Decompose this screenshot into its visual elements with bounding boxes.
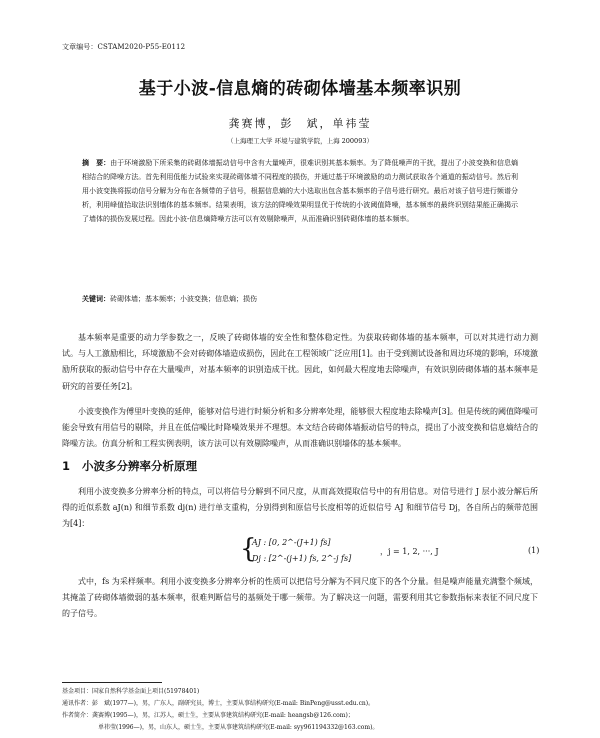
keywords (82, 292, 518, 306)
author-list: 龚赛博，彭 斌，单祎莹 (228, 117, 372, 130)
body-paragraph-4: 式中，fs 为采样频率。利用小波变换多分辨率分析的性质可以把信号分解为不同尺度下的各个分量。但是噪声能量充满整个频域，其掩盖了砖砌体墙微弱的基本频率，很难判断信号的基频处于哪一频带。为了解决这一问题，需要利用其它参数指标来表征不同尺度下的子信号。 (62, 577, 538, 619)
body-paragraph-2: 小波变换作为傅里叶变换的延伸，能够对信号进行时频分析和多分辨率处理，能够很大程度地去除噪声[3]。但是传统的阈值降噪可能会导致有用信号的剔除，并且在低信噪比时降噪效果并不理想。本文结合砖砌体墙振动信号的特点，提出了小波变换和信息熵结合的降噪方法。仿真分析和工程实例表明，该方法可以有效剔除噪声，从而准确识别墙体的基本频率。 (62, 407, 538, 449)
section-title: 小波多分辨率分析原理 (82, 459, 197, 473)
equation-1 (240, 534, 540, 568)
equation-row-approx: AJ : [0, 2^-(J+1) fs] (252, 538, 331, 547)
affiliation: （上海理工大学 环境与建筑学院，上海 200093） (227, 137, 373, 145)
section-heading-1 (62, 458, 197, 474)
paper-title: 基于小波-信息熵的砖砌体墙基本频率识别 (138, 79, 462, 99)
body-paragraph-1: 基本频率是重要的动力学参数之一，反映了砖砌体墙的安全性和整体稳定性。为获取砖砌体墙的基本频率，可以对其进行动力测试。与人工激励相比，环境激励不会对砖砌体墙造成损伤，因此在工程领域广泛应用[1]。由于受到测试设备和周边环境的影响，环境激励所获取的振动信号中存在大量噪声，对基本频率的识别造成干扰。因此，如何最大程度地去除噪声，有效识别砖砌体墙的基本频率是研究的首要任务[2]。 (62, 333, 538, 391)
abstract-label: 摘 要： (82, 159, 111, 167)
section-number: 1 (62, 459, 71, 473)
footnote-funding: 基金项目：国家自然科学基金面上项目(51978401) (62, 688, 200, 695)
footnote-divider (62, 682, 162, 683)
equation-brace: { (240, 534, 257, 564)
abstract-text: 由于环境激励下所采集的砖砌体墙振动信号中含有大量噪声，很难识别其基本频率。为了降低噪声的干扰，提出了小波变换和信息熵相结合的降噪方法。首先利用低能力试验来实现砖砌体墙不同程度的损伤，并通过基于环境激励的动力测试获取各个通道的振动信号。然后利用小波变换将振动信号分解为分布在各频带的子信号，根据信息熵的大小选取出包含基本频率的子信号进行研究。最后对该子信号进行频谱分析，利用峰值拾取法识别墙体的基本频率。结果表明，该方法的降噪效果明显优于传统的小波阈值降噪，基本频率的最终识别结果能正确揭示了墙体的损伤发展过程。因此小波-信息熵降噪方法可以有效剔除噪声，从而准确识别砖砌体墙的基本频率。 (82, 159, 519, 223)
footnote-corresponding-author: 通讯作者：彭 斌(1977—)，男，广东人，副研究员，博士，主要从事结构研究(E-mail: BinPeng@usst.edu.cn)。 (62, 700, 375, 707)
document-number: 文章编号：CSTAM2020-P55-E0112 (62, 43, 186, 51)
equation-number: (1) (528, 546, 540, 555)
footnote-author-bio-2: 单祎莹(1996—)，男，山东人，硕士生，主要从事建筑结构研究(E-mail: syy961194332@163.com)。 (98, 724, 379, 731)
equation-condition: ，j = 1, 2, ···, J (380, 547, 439, 556)
abstract (82, 156, 518, 226)
footnote-author-bio-1: 作者简介：龚赛博(1995—)，男，江苏人，硕士生，主要从事建筑结构研究(E-mail: heangsb@126.com)； (62, 712, 354, 719)
body-paragraph-3: 利用小波变换多分辨率分析的特点，可以将信号分解到不同尺度，从而高效提取信号中的有用信息。对信号进行 J 层小波分解后所得的近似系数 aJ(n) 和细节系数 dj(n) 进行单支重构，分别得到和原信号长度相等的近似信号 AJ 和细节信号 Dj，各自所占的频带范围为[4]： (62, 487, 538, 529)
equation-row-detail: Dj : [2^-(j+1) fs, 2^-j fs] (252, 554, 352, 563)
keywords-label: 关键词： (82, 295, 110, 303)
keywords-text: 砖砌体墙；基本频率；小波变换；信息熵；损伤 (110, 295, 257, 303)
